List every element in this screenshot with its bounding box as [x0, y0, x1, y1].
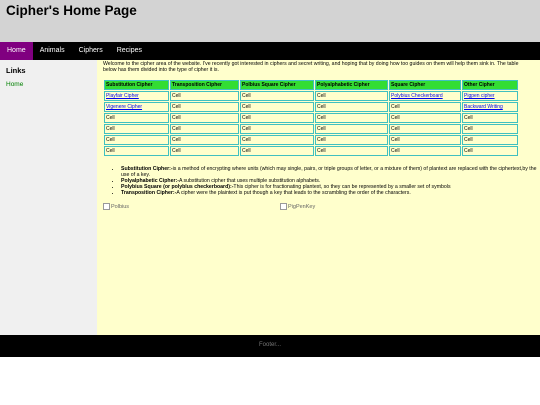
table-cell: Cell: [240, 102, 314, 112]
table-cell: Cell: [104, 113, 169, 123]
table-cell: Cell: [315, 146, 388, 156]
image-alt-text: Polbius: [111, 203, 130, 210]
table-header: Transposition Cipher: [170, 80, 239, 90]
table-header: Substitution Cipher: [104, 80, 169, 90]
table-cell: Cell: [104, 124, 169, 134]
broken-image-icon: [280, 203, 287, 210]
table-cell: [462, 91, 518, 101]
definition-list: [111, 166, 540, 196]
table-cell: Cell: [170, 135, 239, 145]
nav-animals[interactable]: Animals: [39, 47, 65, 54]
table-header: Polyalphabetic Cipher: [315, 80, 388, 90]
main-content: [97, 60, 540, 335]
nav-home[interactable]: Home: [0, 42, 33, 60]
table-row: [104, 135, 518, 145]
table-cell: Cell: [315, 113, 388, 123]
table-cell: Cell: [104, 135, 169, 145]
table-cell: Cell: [170, 91, 239, 101]
nav-ciphers[interactable]: Ciphers: [78, 47, 103, 54]
cipher-link-backward-writing[interactable]: Backward Writing: [464, 104, 503, 110]
sidebar: [0, 60, 97, 335]
table-cell: Cell: [389, 102, 461, 112]
page-header: [0, 0, 540, 42]
table-cell: Cell: [170, 146, 239, 156]
table-cell: Cell: [315, 135, 388, 145]
table-header: Square Cipher: [389, 80, 461, 90]
image-alt-text: PigPenKey: [288, 203, 316, 210]
table-cell: Cell: [389, 113, 461, 123]
table-cell: Cell: [462, 113, 518, 123]
table-row: [104, 113, 518, 123]
definition-text: is a method of encrypting where units (which may single, pairs, or triple groups of letter, or a mixture of them) of plantext are replaced with the ciphertext,by the use of a key.: [121, 166, 537, 178]
definition-term: Polyalphabetic Cipher:-: [121, 178, 179, 184]
top-nav: [0, 42, 540, 60]
table-header: Polbius Square Cipher: [240, 80, 314, 90]
definition-term: Polybius Square (or polyblus checkerboard):-: [121, 184, 234, 190]
definition-text: This cipher is for fractionating plantext, so they can be represented by a smaller set of symbols: [233, 184, 451, 190]
table-cell: Cell: [170, 124, 239, 134]
page-title: Cipher's Home Page: [6, 3, 137, 18]
nav-recipes[interactable]: Recipes: [116, 47, 143, 54]
broken-image-icon: [103, 203, 110, 210]
table-cell: Cell: [462, 146, 518, 156]
table-cell: Cell: [315, 124, 388, 134]
table-cell: [104, 102, 169, 112]
table-cell: Cell: [315, 102, 388, 112]
image-pigpenkey: [280, 203, 315, 210]
table-cell: Cell: [315, 91, 388, 101]
table-cell: Cell: [104, 146, 169, 156]
cipher-table: [103, 79, 519, 157]
table-row: [104, 124, 518, 134]
table-row: [104, 102, 518, 112]
table-cell: Cell: [240, 113, 314, 123]
table-cell: [462, 102, 518, 112]
table-cell: Cell: [170, 113, 239, 123]
list-item: [121, 166, 540, 178]
table-row: [104, 146, 518, 156]
table-cell: [104, 91, 169, 101]
table-cell: Cell: [462, 135, 518, 145]
table-row: [104, 91, 518, 101]
table-cell: [389, 91, 461, 101]
definition-term: Transposition Cipher:-: [121, 190, 177, 196]
page-footer: [0, 335, 540, 357]
table-cell: Cell: [389, 146, 461, 156]
table-header: Other Cipher: [462, 80, 518, 90]
cipher-link-pigpen[interactable]: Pigpen cipher: [464, 93, 495, 99]
definition-text: A substitution cipher that uses multiple substitution alphabets.: [178, 178, 321, 184]
table-header-row: [104, 80, 518, 90]
footer-text: Footer...: [258, 342, 281, 348]
table-cell: Cell: [240, 135, 314, 145]
sidebar-link-home[interactable]: Home: [6, 81, 24, 88]
table-cell: Cell: [240, 91, 314, 101]
cipher-link-polybius-checkerboard[interactable]: Polybius Checkerboard: [391, 93, 443, 99]
definition-text: A cipher were the plaintext is put though a key that leads to the scrambling the order of the characters.: [176, 190, 411, 196]
sidebar-heading: Links: [6, 66, 26, 75]
intro-text: Welcome to the cipher area of the website. I've recently got interested in ciphers and secret writing, and hoping that by doing how too guides on them will help them sink in. The table below has them divided into the type of cipher it is.: [103, 61, 519, 73]
definition-term: Substitution Cipher:-: [121, 166, 173, 172]
table-cell: Cell: [240, 146, 314, 156]
table-cell: Cell: [170, 102, 239, 112]
table-cell: Cell: [389, 135, 461, 145]
cipher-link-playfair[interactable]: Playfair Cipher: [106, 93, 139, 99]
cipher-link-vigenere[interactable]: Vigenere Cipher: [106, 104, 143, 110]
image-polbius: [103, 203, 129, 210]
table-cell: Cell: [240, 124, 314, 134]
list-item: [121, 190, 540, 196]
table-cell: Cell: [389, 124, 461, 134]
table-cell: Cell: [462, 124, 518, 134]
